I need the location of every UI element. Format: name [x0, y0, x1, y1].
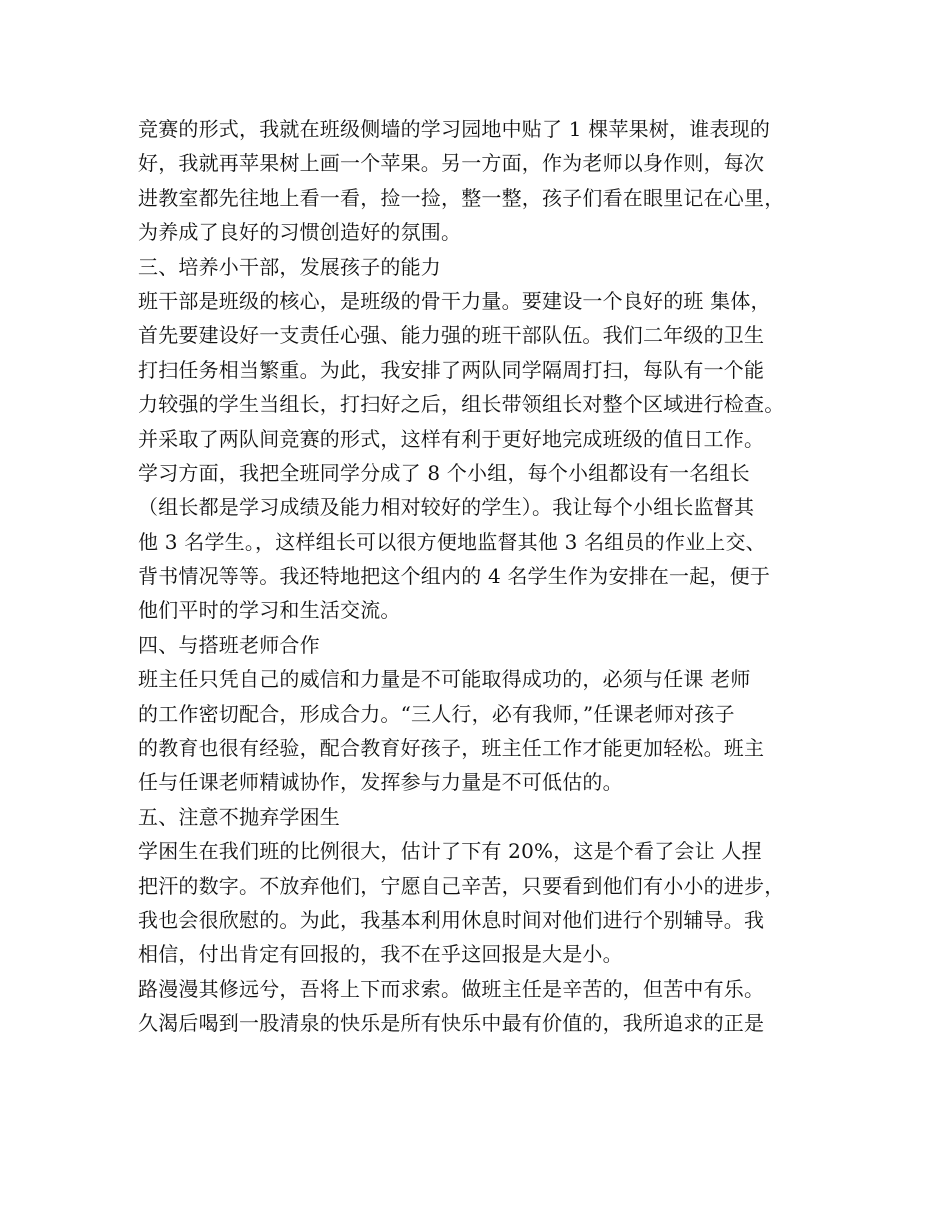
text-line: 任与任课老师精诚协作，发挥参与力量是不可低估的。	[138, 770, 623, 795]
text-line: 好，我就再苹果树上画一个苹果。另一方面，作为老师以身作则，每次	[138, 151, 765, 176]
text-line: 相信，付出肯定有回报的，我不在乎这回报是大是小。	[138, 942, 623, 967]
text-line: 打扫任务相当繁重。为此，我安排了两队同学隔周打扫，每队有一个能	[138, 357, 765, 382]
text-line: 进教室都先往地上看一看，捡一捡，整一整，孩子们看在眼里记在心里，	[138, 185, 785, 210]
text-line: 背书情况等等。我还特地把这个组内的 4 名学生作为安排在一起，便于	[138, 564, 771, 589]
text-line: 路漫漫其修远兮，吾将上下而求索。做班主任是辛苦的，但苦中有乐。	[138, 976, 765, 1001]
text-line: 竞赛的形式，我就在班级侧墙的学习园地中贴了 1 棵苹果树，谁表现的	[138, 117, 771, 141]
text-line: 他们平时的学习和生活交流。	[138, 598, 401, 623]
text-line: 我也会很欣慰的。为此，我基本利用休息时间对他们进行个别辅导。我	[138, 907, 765, 932]
text-line: 学困生在我们班的比例很大，估计了下有 20%，这是个看了会让 人捏	[138, 839, 762, 864]
text-line: 的教育也很有经验，配合教育好孩子，班主任工作才能更加轻松。班主	[138, 736, 765, 761]
section-heading: 五、注意不抛弃学困生	[138, 804, 340, 829]
section-heading: 三、培养小干部，发展孩子的能力	[138, 254, 441, 279]
text-line: （组长都是学习成绩及能力相对较好的学生）。我让每个小组长监督其	[138, 495, 755, 520]
body-text	[138, 112, 828, 1041]
text-line: 为养成了良好的习惯创造好的氛围。	[138, 220, 462, 245]
text-line: 并采取了两队间竞赛的形式，这样有利于更好地完成班级的值日工作。	[138, 426, 765, 451]
text-line: 久渴后喝到一股清泉的快乐是所有快乐中最有价值的，我所追求的正是	[138, 1011, 765, 1036]
text-line: 他 3 名学生。，这样组长可以很方便地监督其他 3 名组员的作业上交、	[138, 529, 766, 554]
text-line: 力较强的学生当组长，打扫好之后，组长带领组长对整个区域进行检查。	[138, 392, 785, 417]
section-heading: 四、与搭班老师合作	[138, 632, 320, 657]
text-line: 班干部是班级的核心，是班级的骨干力量。要建设一个良好的班 集体，	[138, 288, 771, 313]
text-line: 班主任只凭自己的威信和力量是不可能取得成功的，必须与任课 老师	[138, 667, 751, 692]
text-line: 的工作密切配合，形成合力。“三人行，必有我师，”任课老师对孩子	[138, 701, 735, 726]
text-line: 学习方面，我把全班同学分成了 8 个小组，每个小组都设有一名组长	[138, 460, 750, 485]
text-line: 把汗的数字。不放弃他们，宁愿自己辛苦，只要看到他们有小小的进步，	[138, 873, 785, 898]
text-line: 首先要建设好一支责任心强、能力强的班干部队伍。我们二年级的卫生	[138, 323, 765, 348]
